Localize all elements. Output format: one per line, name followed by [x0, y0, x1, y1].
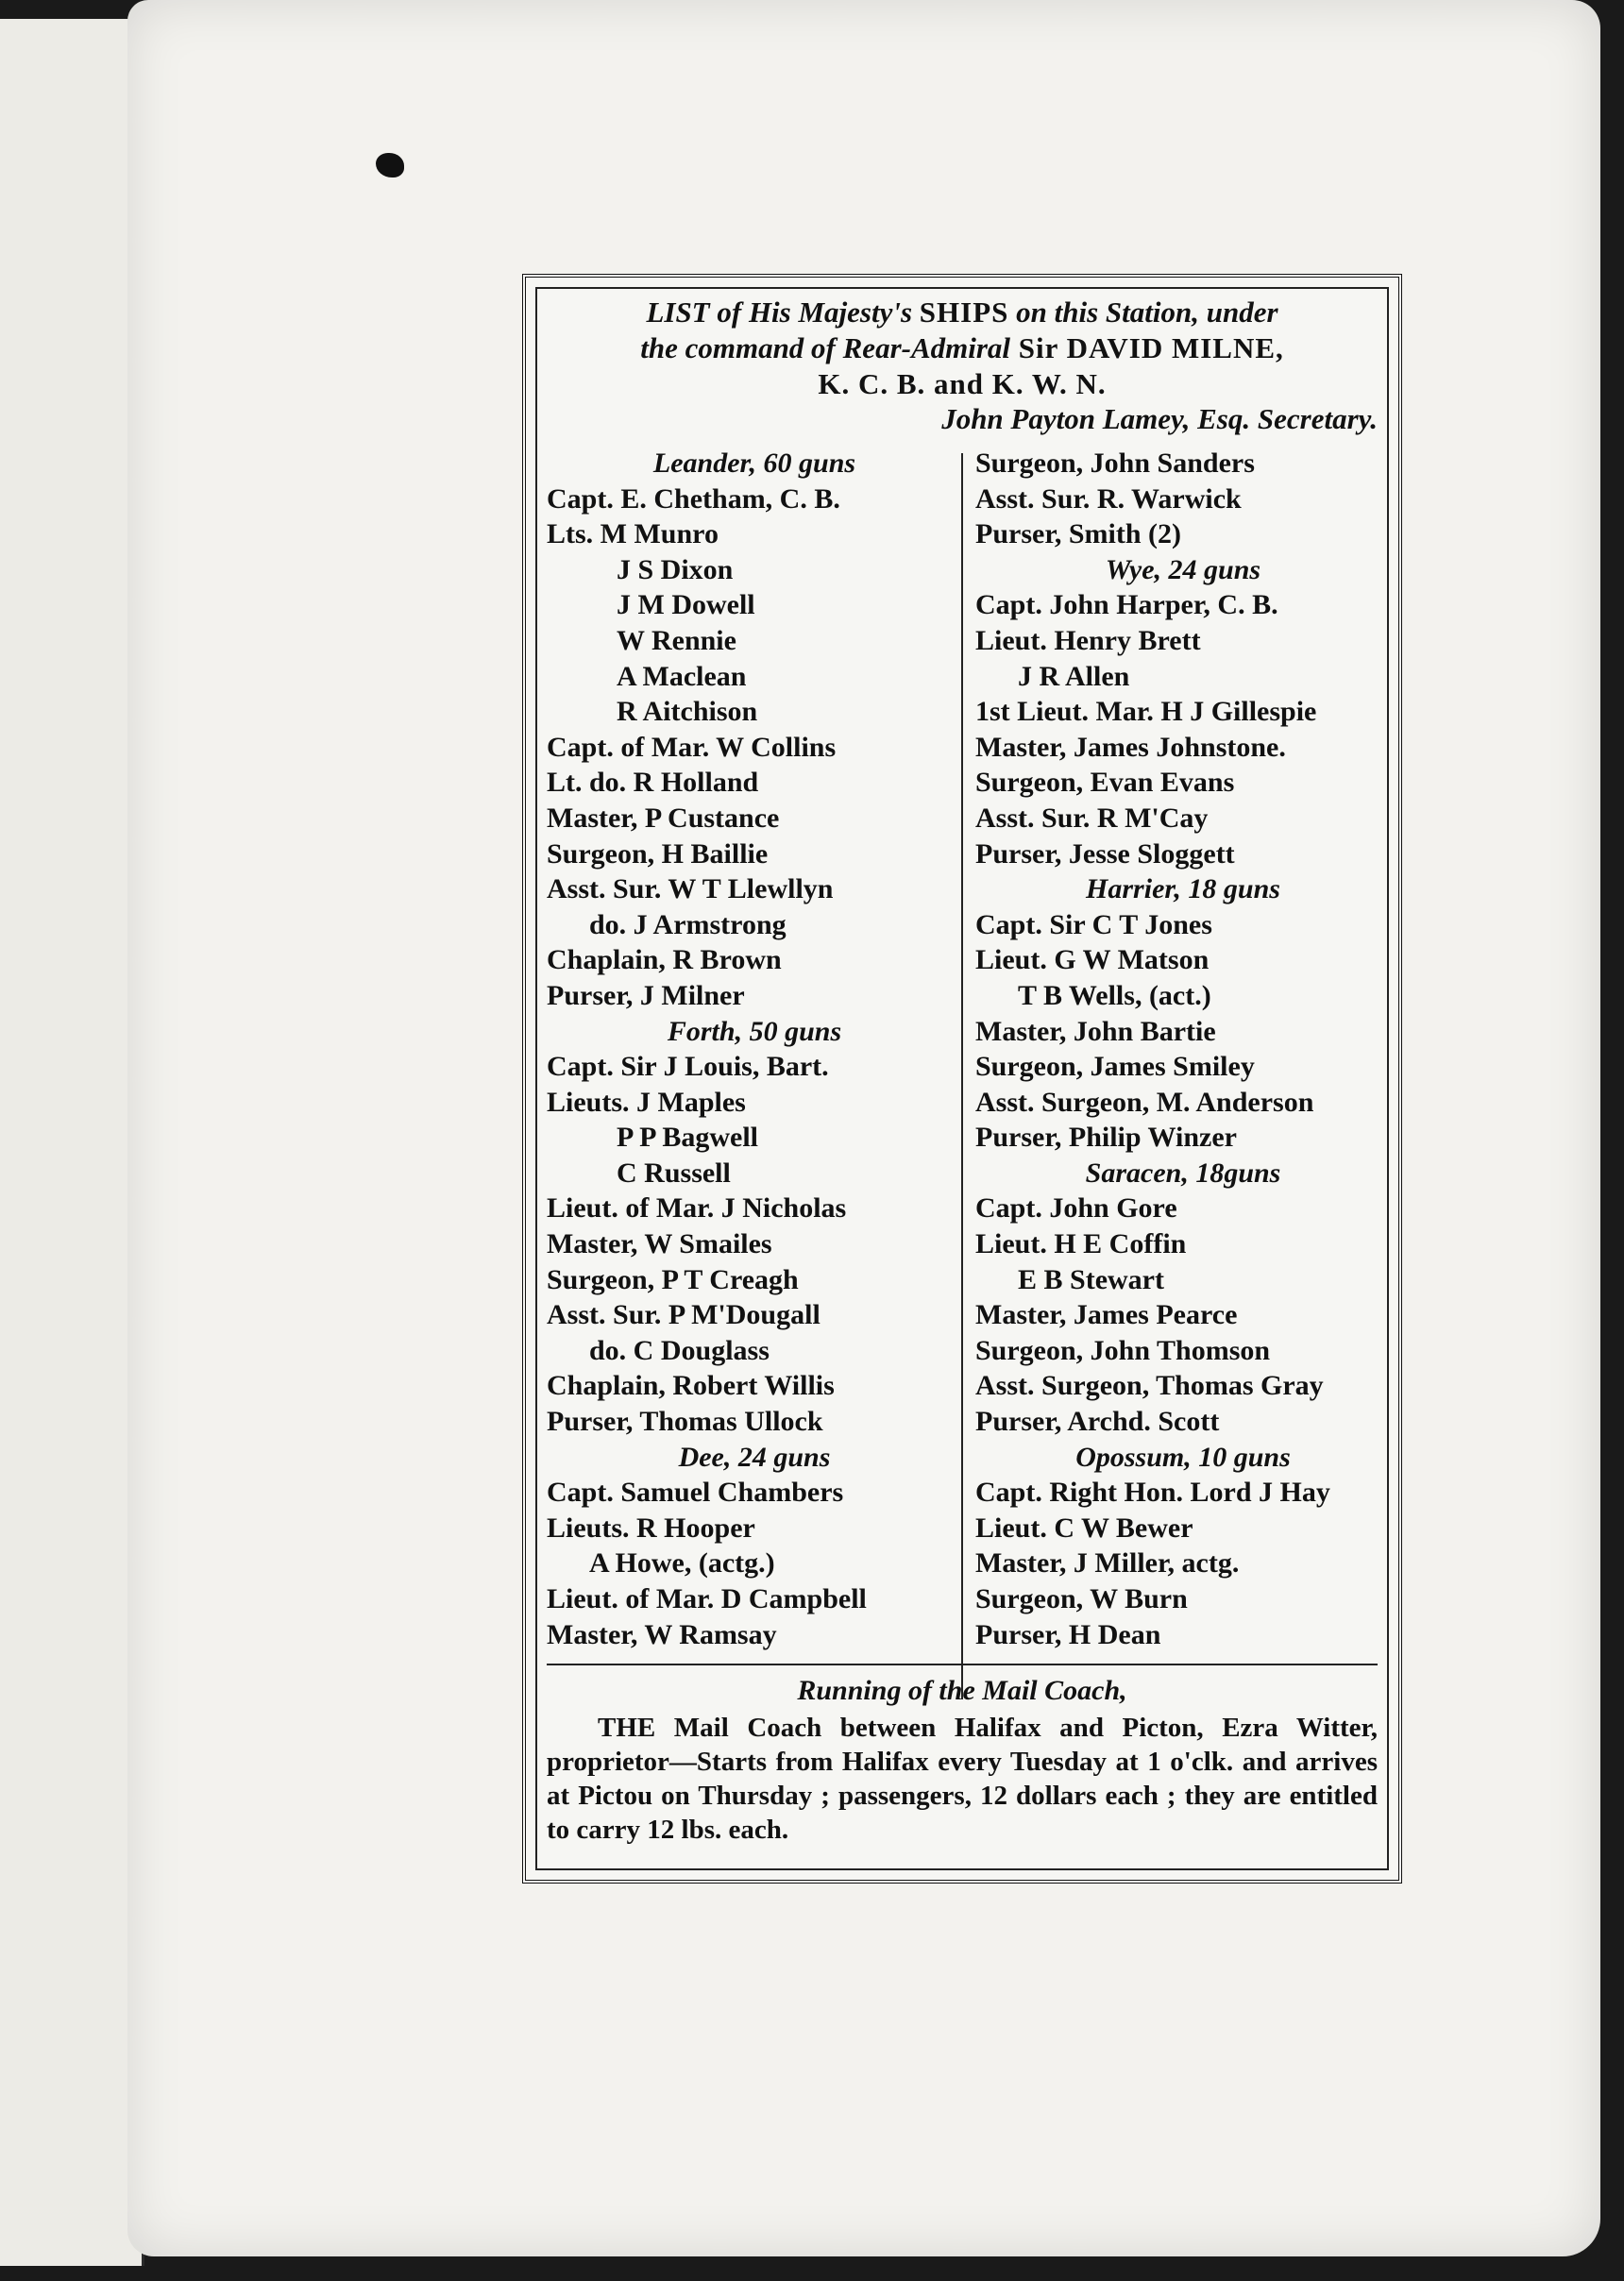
heading-line-2	[547, 330, 1378, 366]
officer-entry: Surgeon, Evan Evans	[975, 767, 1235, 799]
officer-entry: E B Stewart	[1018, 1263, 1164, 1295]
ship-heading: Forth, 50 guns	[667, 1015, 842, 1047]
officer-entry: Capt. E. Chetham, C. B.	[547, 482, 840, 515]
section-rule	[547, 1664, 1378, 1665]
officer-entry: Surgeon, P T Creagh	[547, 1263, 799, 1295]
officer-entry: C Russell	[617, 1157, 731, 1189]
officer-entry: Asst. Sur. R M'Cay	[975, 802, 1209, 834]
officer-entry: Chaplain, R Brown	[547, 944, 782, 976]
officer-entry: Asst. Sur. P M'Dougall	[547, 1299, 820, 1331]
secretary-line: John Payton Lamey, Esq. Secretary.	[941, 402, 1378, 435]
ship-heading: Opossum, 10 guns	[1075, 1441, 1291, 1473]
officer-entry: T B Wells, (act.)	[1018, 979, 1211, 1011]
officer-entry: Lieut. G W Matson	[975, 944, 1210, 976]
facing-page	[0, 19, 144, 2266]
heading-command: the command of Rear-Admiral	[640, 331, 1011, 364]
officer-entry: Surgeon, H Baillie	[547, 837, 769, 870]
officer-entry: Master, P Custance	[547, 802, 780, 834]
officer-entry: Lieuts. J Maples	[547, 1086, 746, 1118]
officer-entry: Purser, Smith (2)	[975, 518, 1182, 550]
officer-entry: Purser, H Dean	[975, 1618, 1161, 1650]
officer-entry: Master, W Smailes	[547, 1228, 772, 1260]
officer-entry: Asst. Surgeon, M. Anderson	[975, 1086, 1314, 1118]
officer-entry: Purser, J Milner	[547, 979, 745, 1011]
officer-entry: A Maclean	[617, 660, 747, 692]
officer-entry: Capt. Sir C T Jones	[975, 908, 1212, 940]
heading-admiral-name: Sir DAVID MILNE,	[1010, 331, 1284, 364]
heading-station: on this Station, under	[1008, 296, 1278, 329]
officer-entry: Lieut. C W Bewer	[975, 1512, 1193, 1544]
officer-entry: Surgeon, John Sanders	[975, 448, 1255, 479]
officer-entry: P P Bagwell	[617, 1122, 758, 1154]
mail-coach-notice: THE Mail Coach between Halifax and Picton, Ezra Witter, proprietor—Starts from Halifax every Tuesday at 1 o'clk. and arrives at Pictou on Thursday ; passengers, 12 dollars each ; they are entitled to carry 12 lbs. each.	[547, 1713, 1378, 1845]
heading-ships-word: SHIPS	[919, 296, 1009, 329]
officer-entry: Surgeon, John Thomson	[975, 1334, 1271, 1366]
officer-entry: do. C Douglass	[589, 1334, 770, 1366]
officer-entry: Master, J Miller, actg.	[975, 1547, 1240, 1580]
officer-entry: Lieut. H E Coffin	[975, 1228, 1187, 1260]
column-divider	[961, 453, 963, 1699]
heading-line-1	[547, 295, 1378, 330]
officer-entry: R Aitchison	[617, 696, 758, 728]
ink-blot	[376, 153, 404, 177]
officer-entry: Surgeon, James Smiley	[975, 1051, 1255, 1083]
officer-entry: Purser, Archd. Scott	[975, 1406, 1220, 1438]
officer-entry: Capt. John Harper, C. B.	[975, 589, 1278, 621]
officer-entry: Purser, Philip Winzer	[975, 1122, 1237, 1154]
officer-entry: Capt. Right Hon. Lord J Hay	[975, 1477, 1330, 1509]
right-column	[975, 446, 1391, 1652]
officer-entry: W Rennie	[617, 624, 736, 656]
officer-entry: Capt. of Mar. W Collins	[547, 731, 837, 763]
ship-heading: Saracen, 18guns	[1085, 1157, 1281, 1189]
officer-entry: J R Allen	[1018, 660, 1130, 692]
ships-list-panel	[522, 274, 1402, 1884]
officer-entry: Chaplain, Robert Willis	[547, 1370, 835, 1402]
heading-honours: K. C. B. and K. W. N.	[818, 367, 1107, 400]
ship-heading: Leander, 60 guns	[652, 448, 856, 479]
officer-entry: J M Dowell	[617, 589, 755, 621]
officer-entry: Lieut. of Mar. D Campbell	[547, 1583, 867, 1614]
officer-entry: J S Dixon	[617, 553, 734, 585]
ship-heading: Dee, 24 guns	[678, 1441, 831, 1473]
officer-entry: Master, John Bartie	[975, 1015, 1216, 1047]
officer-entry: Master, James Pearce	[975, 1299, 1238, 1331]
officer-entry: Capt. Sir J Louis, Bart.	[547, 1051, 829, 1083]
officer-entry: Lts. M Munro	[547, 518, 719, 550]
officer-entry: Lieut. of Mar. J Nicholas	[547, 1192, 847, 1225]
officer-entry: Surgeon, W Burn	[975, 1583, 1188, 1614]
officer-entry: Purser, Jesse Sloggett	[975, 837, 1235, 870]
officer-entry: A Howe, (actg.)	[589, 1547, 775, 1580]
ship-heading: Harrier, 18 guns	[1086, 873, 1280, 905]
officer-entry: Asst. Sur. W T Llewllyn	[547, 873, 834, 905]
ship-heading: Wye, 24 guns	[1105, 553, 1261, 585]
officer-entry: Asst. Surgeon, Thomas Gray	[975, 1370, 1324, 1402]
document-page	[127, 0, 1600, 2256]
mail-coach-title: Running of the Mail Coach,	[797, 1675, 1127, 1706]
officer-entry: Capt. John Gore	[975, 1192, 1177, 1225]
officer-entry: 1st Lieut. Mar. H J Gillespie	[975, 696, 1317, 728]
officer-entry: Master, James Johnstone.	[975, 731, 1286, 763]
heading-of-majesty: of His Majesty's	[709, 296, 920, 329]
list-heading	[547, 295, 1378, 402]
officer-entry: Lieut. Henry Brett	[975, 624, 1201, 656]
officer-entry: Master, W Ramsay	[547, 1618, 777, 1650]
left-column	[547, 446, 962, 1652]
officer-entry: Asst. Sur. R. Warwick	[975, 482, 1242, 515]
officer-entry: Capt. Samuel Chambers	[547, 1477, 844, 1509]
officer-entry: do. J Armstrong	[589, 908, 787, 940]
officer-entry: Lt. do. R Holland	[547, 767, 759, 799]
officer-entry: Purser, Thomas Ullock	[547, 1406, 823, 1438]
officer-entry: Lieuts. R Hooper	[547, 1512, 755, 1544]
heading-list-word: LIST	[646, 296, 710, 329]
